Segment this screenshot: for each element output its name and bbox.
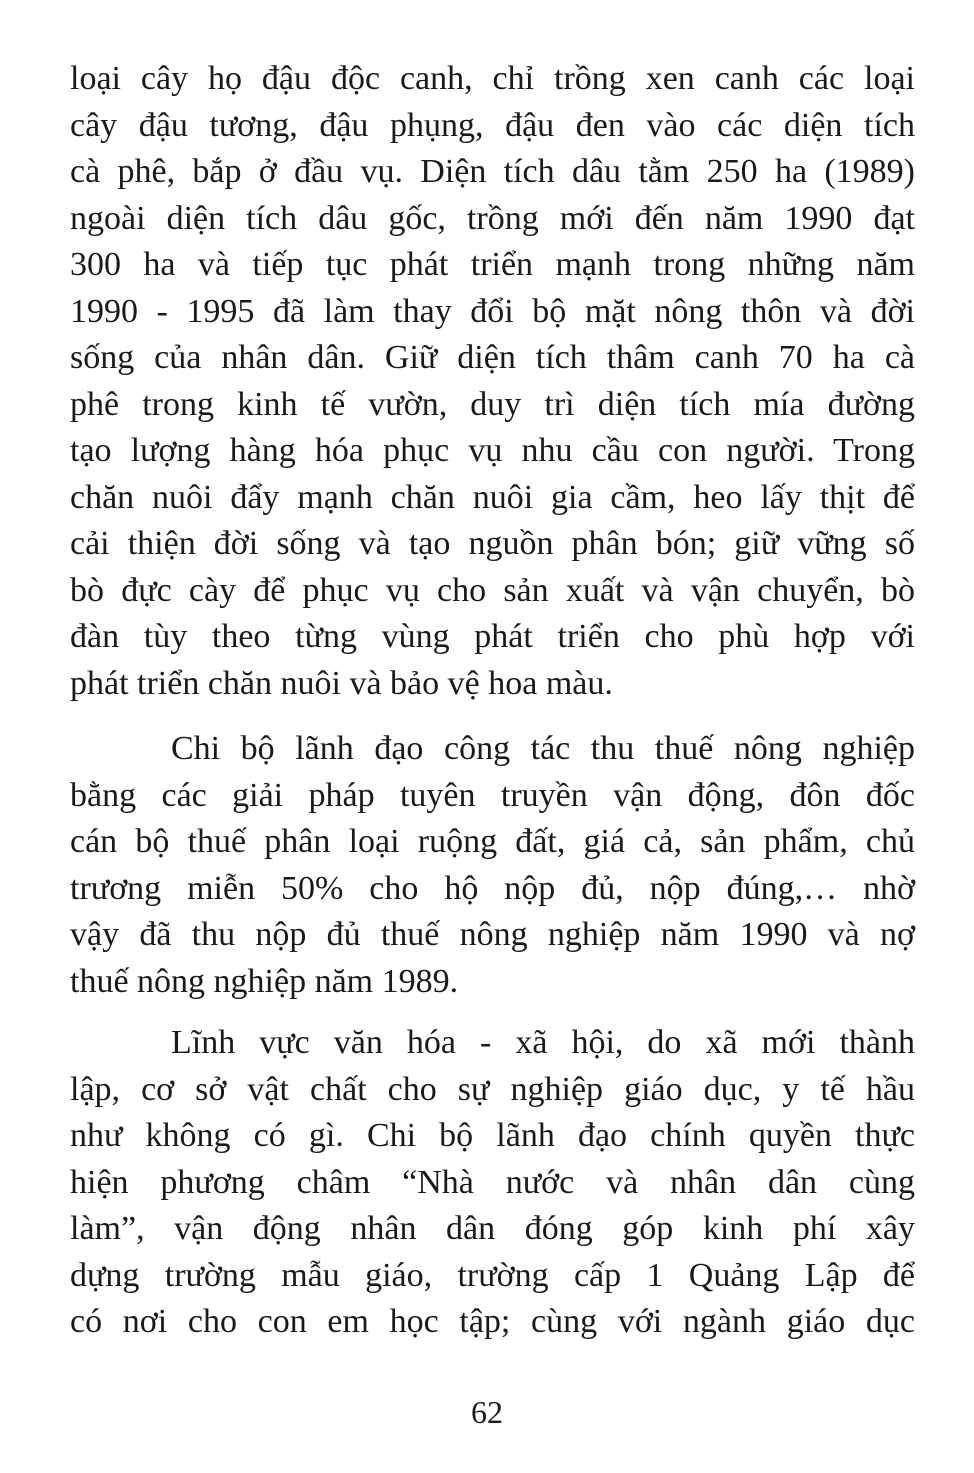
text-line: phê trong kinh tế vườn, duy trì diện tích mía đường: [70, 385, 915, 423]
text-line: 300 ha và tiếp tục phát triển mạnh trong những năm: [70, 246, 915, 283]
text-line: lập, cơ sở vật chất cho sự nghiệp giáo dục, y tế hầu: [70, 1070, 915, 1108]
paragraph-tax: [70, 726, 915, 1005]
text-line: sống của nhân dân. Giữ diện tích thâm canh 70 ha cà: [70, 339, 915, 376]
text-line: cây đậu tương, đậu phụng, đậu đen vào các diện tích: [70, 106, 915, 144]
text-line: có nơi cho con em học tập; cùng với ngành giáo dục: [70, 1303, 915, 1340]
text-line: Chi bộ lãnh đạo công tác thu thuế nông nghiệp: [171, 730, 915, 767]
text-line: bò đực cày để phục vụ cho sản xuất và vận chuyển, bò: [70, 571, 915, 609]
text-line: cán bộ thuế phân loại ruộng đất, giá cả, sản phẩm, chủ: [70, 823, 915, 860]
paragraph-culture-society: [70, 1020, 915, 1346]
text-line: dựng trường mẫu giáo, trường cấp 1 Quảng Lập để: [70, 1256, 915, 1294]
text-line: chăn nuôi đẩy mạnh chăn nuôi gia cầm, heo lấy thịt để: [70, 478, 915, 516]
text-line: vậy đã thu nộp đủ thuế nông nghiệp năm 1990 và nợ: [70, 916, 915, 953]
text-line: loại cây họ đậu độc canh, chỉ trồng xen canh các loại: [70, 60, 915, 97]
text-line: như không có gì. Chi bộ lãnh đạo chính quyền thực: [70, 1117, 915, 1154]
text-line: tạo lượng hàng hóa phục vụ nhu cầu con người. Trong: [70, 432, 915, 469]
text-line: làm”, vận động nhân dân đóng góp kinh phí xây: [70, 1210, 915, 1247]
text-line: hiện phương châm “Nhà nước và nhân dân cùng: [70, 1163, 915, 1201]
text-line: trương miễn 50% cho hộ nộp đủ, nộp đúng,… nhờ: [70, 869, 915, 907]
text-line: phát triển chăn nuôi và bảo vệ hoa màu.: [70, 664, 613, 702]
text-line: cải thiện đời sống và tạo nguồn phân bón; giữ vững số: [70, 525, 915, 562]
text-line: Lĩnh vực văn hóa - xã hội, do xã mới thành: [171, 1024, 915, 1061]
paragraph-agriculture: [70, 56, 915, 707]
text-line: bằng các giải pháp tuyên truyền vận động, đôn đốc: [70, 776, 915, 814]
text-line: ngoài diện tích dâu gốc, trồng mới đến năm 1990 đạt: [70, 199, 915, 237]
text-line: cà phê, bắp ở đầu vụ. Diện tích dâu tằm 250 ha (1989): [70, 153, 915, 190]
text-line: đàn tùy theo từng vùng phát triển cho phù hợp với: [70, 618, 915, 655]
text-line: 1990 - 1995 đã làm thay đổi bộ mặt nông thôn và đời: [70, 292, 915, 330]
page-number: 62: [471, 1394, 503, 1430]
text-line: thuế nông nghiệp năm 1989.: [70, 962, 459, 1000]
